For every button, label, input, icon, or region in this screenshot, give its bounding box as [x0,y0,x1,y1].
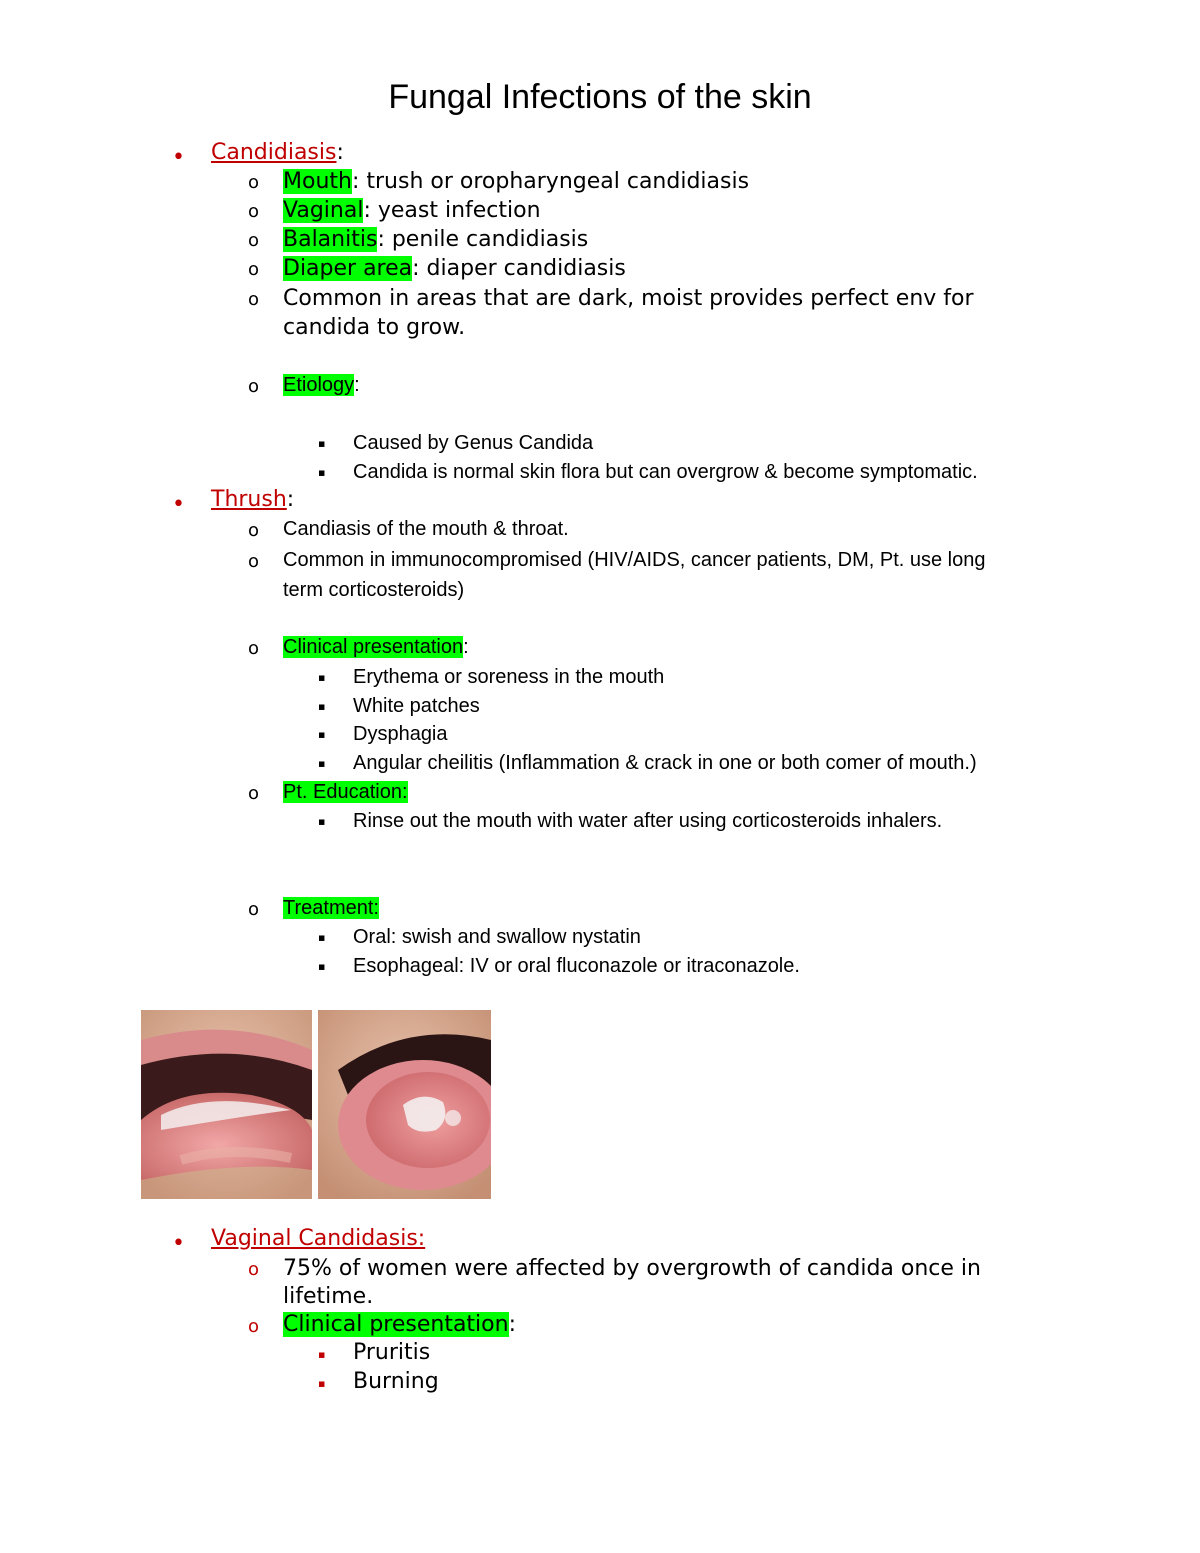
bullet-square: ▪ [318,1348,326,1361]
thrush-heading: Thrush: [211,487,295,512]
list-item: Rinse out the mouth with water after using corticosteroids inhalers. [353,810,943,832]
bullet-circle: o [248,551,260,572]
list-item: Esophageal: IV or oral fluconazole or itraconazole. [353,955,800,977]
bullet-square: ▪ [318,728,326,741]
bullet-square: ▪ [318,960,326,973]
list-item-line: term corticosteroids) [283,579,465,601]
bullet-circle: o [248,289,260,310]
bullet-square: ▪ [318,757,326,770]
list-item: Diaper area: diaper candidiasis [283,256,626,281]
bullet-circle: o [248,201,260,222]
bullet-circle: o [248,899,260,920]
list-item-line: Common in areas that are dark, moist provides perfect env for [283,286,974,311]
vaginal-candidiasis-heading: Vaginal Candidasis: [211,1226,426,1251]
bullet-disc: • [172,492,185,517]
list-item: White patches [353,695,480,717]
bullet-disc: • [172,1231,185,1256]
bullet-circle: o [248,172,260,193]
list-item-line: candida to grow. [283,315,466,340]
list-item: Pruritis [353,1340,431,1365]
bullet-circle: o [248,783,260,804]
list-item-line: 75% of women were affected by overgrowth of candida once in [283,1256,981,1281]
list-item: Oral: swish and swallow nystatin [353,926,641,948]
list-item: Burning [353,1369,439,1394]
page-title: Fungal Infections of the skin [388,78,812,116]
list-item: Caused by Genus Candida [353,432,594,454]
etiology-label: Etiology: [283,374,360,396]
bullet-circle: o [248,1259,260,1280]
bullet-disc: • [172,145,185,170]
bullet-square: ▪ [318,931,326,944]
pt-education-label: Pt. Education: [283,781,408,803]
bullet-square: ▪ [318,815,326,828]
list-item: Vaginal: yeast infection [283,198,541,223]
bullet-square: ▪ [318,466,326,479]
clinical-presentation-label: Clinical presentation: [283,1312,516,1337]
list-item-line: lifetime. [283,1284,374,1309]
clinical-presentation-label: Clinical presentation: [283,636,469,658]
mouth-illustration [141,1010,312,1199]
bullet-square: ▪ [318,1377,326,1390]
bullet-square: ▪ [318,437,326,450]
bullet-square: ▪ [318,671,326,684]
bullet-circle: o [248,1316,260,1337]
list-item: Candida is normal skin flora but can overgrow & become symptomatic. [353,461,978,483]
treatment-label: Treatment: [283,897,379,919]
bullet-circle: o [248,376,260,397]
list-item: Mouth: trush or oropharyngeal candidiasis [283,169,750,194]
bullet-circle: o [248,230,260,251]
thrush-photo-right [318,1010,491,1199]
list-item-line: Common in immunocompromised (HIV/AIDS, cancer patients, DM, Pt. use long [283,549,986,571]
bullet-circle: o [248,259,260,280]
list-item: Balanitis: penile candidiasis [283,227,589,252]
bullet-circle: o [248,638,260,659]
bullet-square: ▪ [318,700,326,713]
list-item: Erythema or soreness in the mouth [353,666,665,688]
thrush-photo-left [141,1010,312,1199]
mouth-illustration [318,1010,491,1199]
candidiasis-heading: Candidiasis: [211,140,344,165]
list-item: Angular cheilitis (Inflammation & crack in one or both comer of mouth.) [353,752,977,774]
list-item: Candiasis of the mouth & throat. [283,518,569,540]
list-item: Dysphagia [353,723,448,745]
bullet-circle: o [248,520,260,541]
